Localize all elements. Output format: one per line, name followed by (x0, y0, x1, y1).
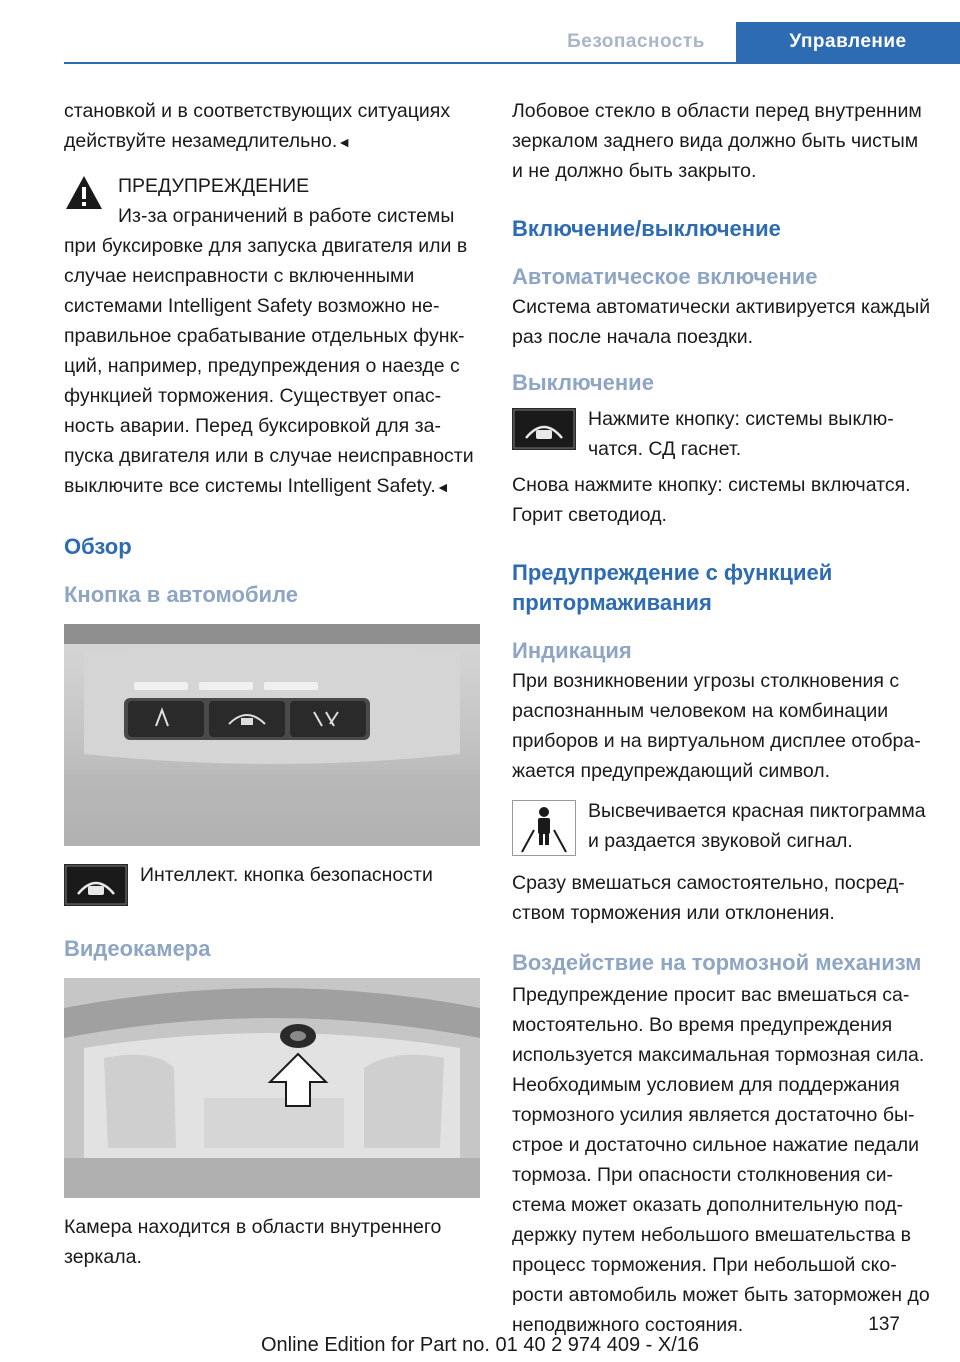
pedestrian-icon-text: Высвечивается красная пиктограмма и раздается звуковой сигнал. (588, 800, 926, 852)
button-caption-row (64, 860, 482, 920)
off-again-paragraph: Снова нажмите кнопку: системы включатся. Горит светодиод. (512, 474, 911, 526)
button-caption: Интеллект. кнопка безопасности (140, 864, 433, 886)
intelligent-safety-button-icon (64, 864, 128, 906)
heading-indication: Индикация (512, 638, 632, 663)
camera-location-image (64, 978, 480, 1198)
heading-braking-warning: Предупреждение с функцией притормаживания (512, 560, 833, 615)
warning-body: Из-за ограничений в работе системы при буксировке для запуска двигателя или в случае неисправности с включенными системами Intelligent Safety возможно неправильное срабатывание отдельных функций, например, предупреждения о наезде с функцией торможения. Существует опасность аварии. Перед буксировкой для запуска двигателя или в случае неисправности выключите все системы Intelligent Safety.◄ (64, 205, 474, 497)
heading-on-off: Включение/выключение (512, 216, 781, 241)
warning-title: ПРЕДУПРЕЖДЕНИЕ (118, 175, 310, 197)
right-column (512, 96, 932, 1340)
end-mark: ◄ (435, 479, 450, 495)
warning-block (64, 171, 482, 502)
auto-on-paragraph: Система автоматически активируется каждый раз после начала поездки. (512, 296, 931, 348)
edition-line: Online Edition for Part no. 01 40 2 974 409 - X/16 (260, 1334, 700, 1356)
heading-off: Выключение (512, 370, 654, 395)
section-tab-controls: Управление (736, 22, 960, 62)
camera-photo (64, 978, 480, 1198)
button-panel-image (64, 624, 480, 846)
off-icon-row (512, 404, 932, 464)
heading-overview: Обзор (64, 534, 132, 559)
pedestrian-warning-icon (512, 800, 576, 856)
section-tab-safety: Безопасность (567, 31, 705, 52)
page-number: 137 (868, 1314, 900, 1335)
end-mark: ◄ (337, 134, 352, 150)
heading-button-in-car: Кнопка в автомобиле (64, 582, 298, 607)
heading-brake-mechanism: Воздействие на тормозной механизм (512, 950, 922, 975)
camera-description: Камера находится в области внутреннего зеркала. (64, 1216, 442, 1268)
heading-video-camera: Видеокамера (64, 936, 211, 961)
heading-auto-on: Автоматическое включение (512, 264, 818, 289)
windshield-paragraph: Лобовое стекло в области перед внутренним зеркалом заднего вида должно быть чистым и не должно быть закрыто. (512, 100, 922, 182)
pedestrian-icon-row (512, 796, 932, 862)
intervene-paragraph: Сразу вмешаться самостоятельно, посредством торможения или отклонения. (512, 872, 905, 924)
button-panel-photo (64, 624, 480, 846)
header-rule (64, 62, 960, 64)
indication-paragraph: При возникновении угрозы столкновения с распознанным человеком на комбинации приборов и на виртуальном дисплее отображается предупреждающий символ. (512, 670, 921, 782)
page-header (0, 22, 960, 62)
intelligent-safety-button-icon (512, 408, 576, 450)
off-icon-text: Нажмите кнопку: системы выключатся. СД гаснет. (588, 408, 894, 460)
warning-triangle-icon (64, 173, 104, 213)
left-column (64, 96, 482, 1272)
intro-paragraph: становкой и в соответствующих ситуациях действуйте незамедлительно.◄ (64, 100, 451, 152)
brake-paragraph: Предупреждение просит вас вмешаться самостоятельно. Во время предупреждения используется максимальная тормозная сила. Необходимым условием для поддержания тормозного усилия является достаточно быстрое и достаточно сильное нажатие педали тормоза. При опасности столкновения система может оказать дополнительную поддержку путем небольшого вмешательства в процесс торможения. При небольшой скорости автомобиль может быть заторможен до неподвижного состояния. (512, 984, 930, 1336)
